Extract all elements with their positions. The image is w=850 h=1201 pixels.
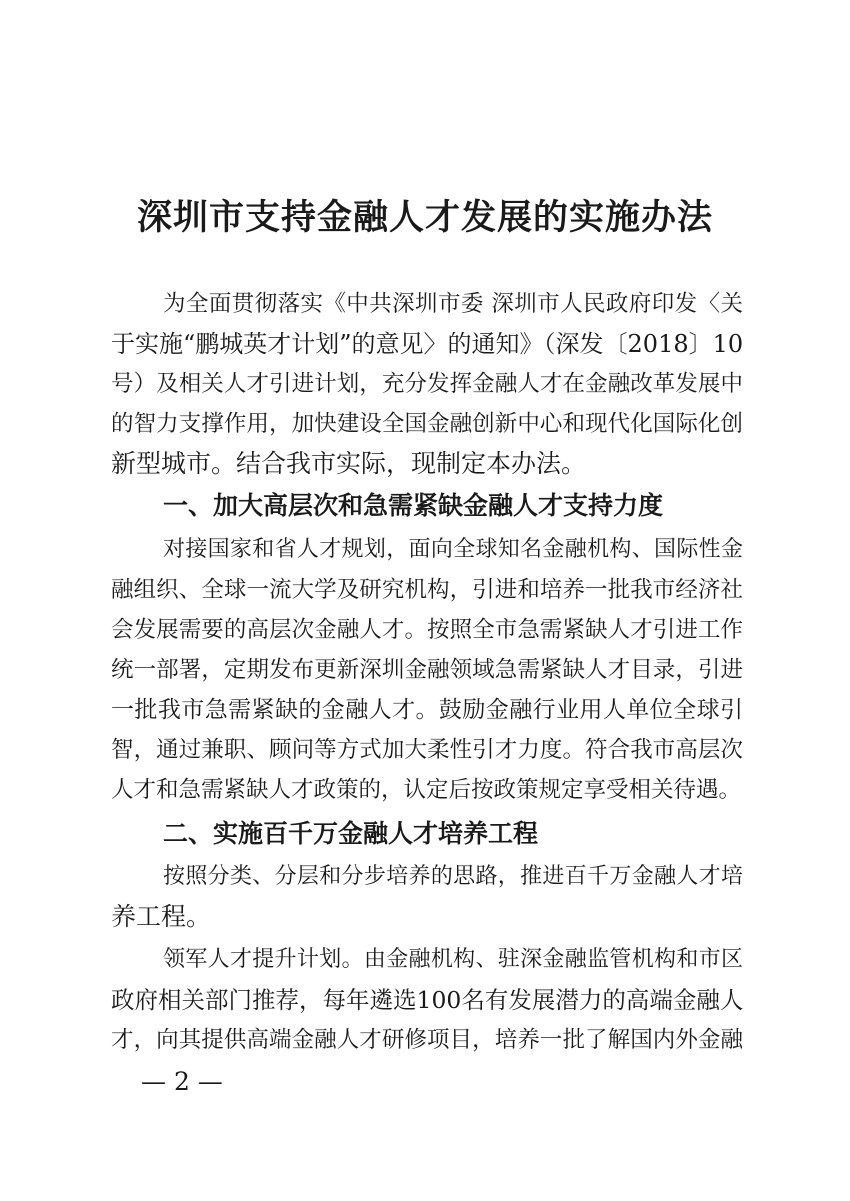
paragraph-line: 号）及相关人才引进计划，充分发挥金融人才在金融改革发展中 <box>111 371 743 397</box>
paragraph-line: 于实施“鹏城英才计划”的意见〉的通知》（深发〔2018〕10 <box>111 330 744 358</box>
document-title: 深圳市支持金融人才发展的实施办法 <box>136 197 713 238</box>
paragraph-line: 人才和急需紧缺人才政策的，认定后按政策规定享受相关待遇。 <box>111 777 742 803</box>
paragraph-line: 政府相关部门推荐，每年遴选100名有发展潜力的高端金融人 <box>111 986 744 1014</box>
paragraph-line: 才，向其提供高端金融人才研修项目，培养一批了解国内外金融 <box>111 1027 743 1053</box>
paragraph-line: 按照分类、分层和分步培养的思路，推进百千万金融人才培 <box>163 864 743 889</box>
paragraph-line: 领军人才提升计划。由金融机构、驻深金融监管机构和市区 <box>163 947 743 972</box>
paragraph-line: 养工程。 <box>111 902 212 931</box>
paragraph-line: 智，通过兼职、顾问等方式加大柔性引才力度。符合我市高层次 <box>111 737 743 763</box>
paragraph-line: 会发展需要的高层次金融人才。按照全市急需紧缺人才引进工作 <box>111 617 743 643</box>
section-heading-1: 一、加大高层次和急需紧缺金融人才支持力度 <box>163 491 664 520</box>
page-number: — 2 — <box>141 1067 223 1096</box>
paragraph-line: 融组织、全球一流大学及研究机构，引进和培养一批我市经济社 <box>111 577 743 603</box>
section-heading-2: 二、实施百千万金融人才培养工程 <box>163 819 539 848</box>
paragraph-line: 对接国家和省人才规划，面向全球知名金融机构、国际性金 <box>163 537 743 562</box>
paragraph-line: 的智力支撑作用，加快建设全国金融创新中心和现代化国际化创 <box>111 411 743 437</box>
paragraph-line: 新型城市。结合我市实际，现制定本办法。 <box>111 449 587 478</box>
paragraph-line: 一批我市急需紧缺的金融人才。鼓励金融行业用人单位全球引 <box>111 697 743 723</box>
paragraph-line: 统一部署，定期发布更新深圳金融领域急需紧缺人才目录，引进 <box>111 657 743 683</box>
paragraph-line: 为全面贯彻落实《中共深圳市委 深圳市人民政府印发〈关 <box>163 291 743 317</box>
